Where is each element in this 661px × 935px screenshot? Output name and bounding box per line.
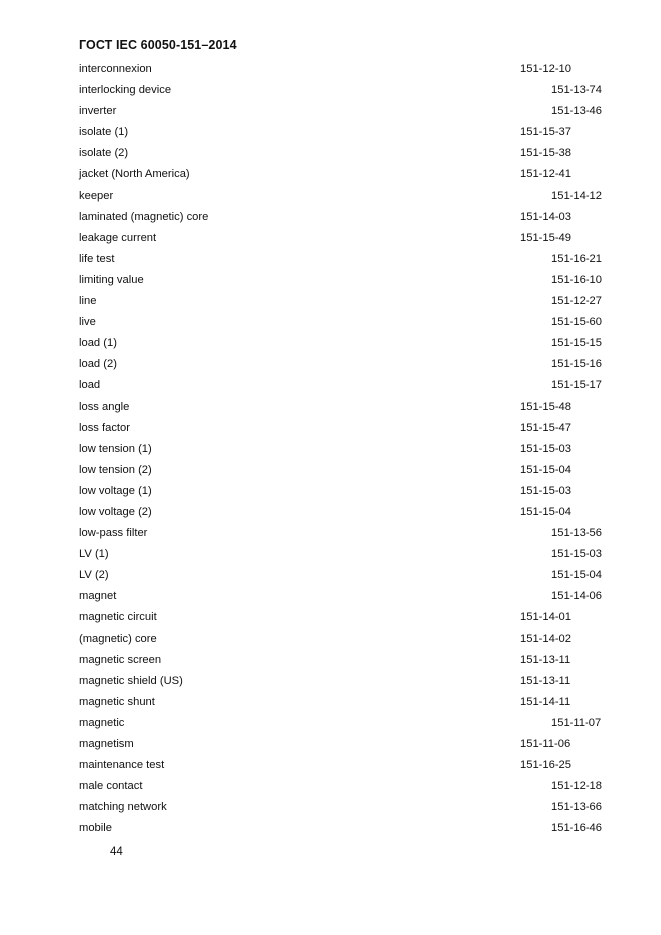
index-code: 151-14-02 (520, 632, 572, 645)
index-term: load (79, 379, 101, 392)
index-term: keeper (79, 189, 114, 202)
index-entry (0, 481, 661, 502)
index-code: 151-13-74 (551, 84, 603, 97)
index-code: 151-14-12 (551, 189, 603, 202)
index-entry (0, 249, 661, 270)
index-code: 151-14-11 (520, 695, 571, 708)
index-entry (0, 460, 661, 481)
index-term: magnetic screen (79, 653, 162, 666)
index-code: 151-13-11 (520, 653, 571, 666)
index-code: 151-12-18 (551, 780, 603, 793)
index-term: load (2) (79, 358, 117, 371)
index-entry (0, 59, 661, 80)
index-entry (0, 291, 661, 312)
index-term: load (1) (79, 337, 117, 350)
index-entry (0, 270, 661, 291)
index-code: 151-15-04 (520, 505, 572, 518)
index-term: magnetic (79, 716, 125, 729)
index-entry (0, 523, 661, 544)
index-code: 151-15-04 (551, 569, 603, 582)
index-entry (0, 439, 661, 460)
index-code: 151-13-66 (551, 801, 603, 814)
index-term: interlocking device (79, 84, 172, 97)
index-term: LV (2) (79, 569, 109, 582)
index-entry (0, 333, 661, 354)
index-code: 151-15-15 (551, 337, 603, 350)
index-code: 151-16-10 (551, 273, 603, 286)
index-code: 151-16-21 (551, 252, 603, 265)
index-term: interconnexion (79, 63, 152, 75)
index-code: 151-11-07 (551, 716, 602, 729)
index-code: 151-15-48 (520, 400, 572, 413)
index-term: jacket (North America) (79, 168, 190, 181)
page-number: 44 (110, 846, 123, 858)
index-term: low voltage (2) (79, 505, 152, 518)
index-term: low voltage (1) (79, 484, 152, 497)
index-term: isolate (2) (79, 147, 129, 160)
index-entry (0, 692, 661, 713)
index-entry (0, 586, 661, 607)
index-code: 151-14-06 (551, 590, 603, 603)
index-code: 151-15-38 (520, 147, 572, 160)
index-code: 151-12-10 (520, 63, 572, 75)
index-entry (0, 713, 661, 734)
document-header: ГОСТ IEC 60050-151–2014 (79, 38, 237, 52)
index-code: 151-15-04 (520, 463, 572, 476)
index-term: laminated (magnetic) core (79, 210, 209, 223)
index-entry (0, 629, 661, 650)
index-term: live (79, 316, 96, 329)
index-term: male contact (79, 780, 143, 793)
index-entry (0, 755, 661, 776)
index-entry (0, 143, 661, 164)
index-code: 151-16-46 (551, 822, 603, 835)
index-term: LV (1) (79, 548, 109, 561)
index-entry (0, 122, 661, 143)
index-term: life test (79, 252, 115, 265)
index-term: (magnetic) core (79, 632, 157, 645)
index-code: 151-11-06 (520, 738, 571, 750)
index-entry (0, 565, 661, 586)
index-entry (0, 228, 661, 249)
index-term: magnet (79, 590, 117, 603)
index-term: loss factor (79, 421, 130, 434)
term-index-list (0, 59, 661, 839)
index-term: line (79, 295, 97, 308)
index-entry (0, 818, 661, 839)
index-code: 151-15-03 (551, 548, 603, 561)
index-term: magnetism (79, 738, 134, 750)
index-entry (0, 502, 661, 523)
index-code: 151-13-11 (520, 674, 571, 687)
index-entry (0, 207, 661, 228)
index-code: 151-15-03 (520, 442, 572, 455)
index-entry (0, 797, 661, 818)
index-term: inverter (79, 105, 117, 118)
index-entry (0, 80, 661, 101)
index-entry (0, 418, 661, 439)
index-entry (0, 186, 661, 207)
index-term: low tension (2) (79, 463, 152, 476)
index-code: 151-15-16 (551, 358, 603, 371)
index-code: 151-16-25 (520, 759, 572, 772)
index-term: mobile (79, 822, 112, 835)
index-term: isolate (1) (79, 126, 129, 139)
index-code: 151-15-03 (520, 484, 572, 497)
index-entry (0, 375, 661, 396)
index-entry (0, 607, 661, 628)
index-code: 151-12-41 (520, 168, 572, 181)
index-code: 151-13-56 (551, 527, 603, 540)
index-term: low tension (1) (79, 442, 152, 455)
index-entry (0, 164, 661, 185)
index-term: matching network (79, 801, 167, 814)
index-entry (0, 544, 661, 565)
index-code: 151-14-01 (520, 611, 572, 624)
index-entry (0, 650, 661, 671)
index-code: 151-12-27 (551, 295, 603, 308)
index-code: 151-15-37 (520, 126, 572, 139)
index-code: 151-15-17 (551, 379, 603, 392)
index-term: magnetic shunt (79, 695, 155, 708)
index-code: 151-15-47 (520, 421, 572, 434)
index-entry (0, 776, 661, 797)
index-entry (0, 671, 661, 692)
index-code: 151-13-46 (551, 105, 603, 118)
index-term: magnetic circuit (79, 611, 157, 624)
index-entry (0, 101, 661, 122)
index-term: magnetic shield (US) (79, 674, 183, 687)
index-term: low-pass filter (79, 527, 148, 540)
index-term: loss angle (79, 400, 130, 413)
index-code: 151-14-03 (520, 210, 572, 223)
index-entry (0, 312, 661, 333)
index-term: maintenance test (79, 759, 165, 772)
index-term: limiting value (79, 273, 144, 286)
index-entry (0, 354, 661, 375)
index-code: 151-15-60 (551, 316, 603, 329)
index-term: leakage current (79, 231, 157, 244)
index-entry (0, 397, 661, 418)
index-entry (0, 734, 661, 755)
index-code: 151-15-49 (520, 231, 572, 244)
